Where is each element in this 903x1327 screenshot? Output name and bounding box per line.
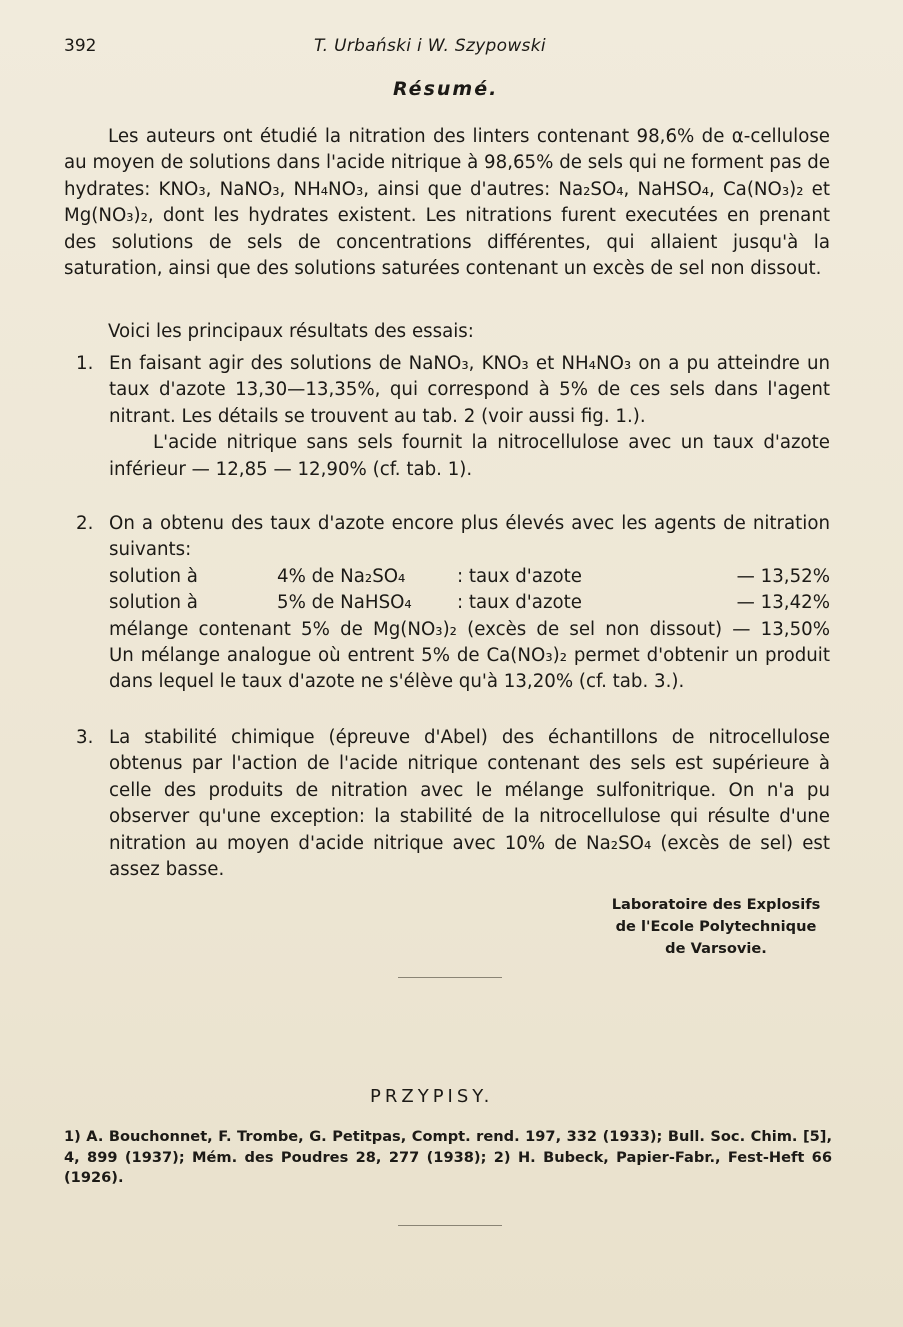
item-tail: Un mélange analogue où entrent 5% de Ca(NO₃)₂ permet d'obtenir un produit dans lequel le taux d'azote ne s'élève qu'à 13,20% (cf. tab. 3.). [109,645,830,693]
table-cell: — 13,52% [736,565,830,587]
item-number: 2. [76,513,94,534]
divider-rule [398,1225,502,1226]
table-cell: : taux d'azote [457,565,582,587]
page-number: 392 [64,36,97,56]
item-number: 3. [76,727,94,748]
item-body [109,351,830,483]
affiliation-line: de l'Ecole Polytechnique [615,918,817,935]
intro-paragraph [64,124,830,282]
item-lead: On a obtenu des taux d'azote encore plus élevés avec les agents de nitration suivants: [109,513,830,561]
divider-rule [398,977,502,978]
composition-table [109,564,830,617]
notes-title: PRZYPISY. [370,1086,494,1107]
table-cell: 4% de Na₂SO₄ [277,565,406,587]
intro-text: Les auteurs ont étudié la nitration des linters contenant 98,6% de α-cellulose au moyen de solutions dans l'acide nitrique à 98,65% de sels qui ne forment pas de hydrates: KNO₃, NaNO₃, NH₄NO₃, ainsi que d'autres: Na₂SO₄, NaHSO₄, Ca(NO₃)₂ et Mg(NO₃)₂, dont les hydrates existent. Les nitrations furent executées en prenant des solutions de sels de concentrations différentes, qui allaient jusqu'à la saturation, ainsi que des solutions saturées contenant un excès de sel non dissout. [64,126,830,280]
table-cell: solution à [109,592,198,614]
results-intro: Voici les principaux résultats des essais: [108,321,474,342]
table-cell: 5% de NaHSO₄ [277,592,412,614]
references: 1) A. Bouchonnet, F. Trombe, G. Petitpas, Compt. rend. 197, 332 (1933); Bull. Soc. Chim. [5], 4, 899 (1937); Mém. des Poudres 28, 277 (1938); 2) H. Bubeck, Papier-Fabr., Fest-Heft 66 (1926). [64,1128,832,1186]
item-paragraph: En faisant agir des solutions de NaNO₃, KNO₃ et NH₄NO₃ on a pu atteindre un taux d'azote 13,30—13,35%, qui correspond à 5% de ces sels dans l'agent nitrant. Les détails se trouvent au tab. 2 (voir aussi fig. 1.). [109,353,830,427]
resume-title: Résumé. [393,78,499,100]
running-header-authors: T. Urbański i W. Szypowski [314,36,546,56]
mixture-line: mélange contenant 5% de Mg(NO₃)₂ (excès de sel non dissout) — 13,50% [109,618,830,640]
table-cell: : taux d'azote [457,592,582,614]
item-body [109,511,830,696]
item-number: 1. [76,353,94,374]
table-row [109,564,830,590]
item-paragraph: La stabilité chimique (épreuve d'Abel) des échantillons de nitrocellulose obtenus par l'action de l'acide nitrique contenant des sels est supérieure à celle des produits de nitration avec le mélange sulfonitrique. On n'a pu observer qu'une exception: la stabilité de la nitrocellulose qui résulte d'une nitration au moyen d'acide nitrique avec 10% de Na₂SO₄ (excès de sel) est assez basse. [109,727,830,881]
item-paragraph: L'acide nitrique sans sels fournit la nitrocellulose avec un taux d'azote inférieur — 12,85 — 12,90% (cf. tab. 1). [109,432,830,480]
laboratory-affiliation [600,894,832,960]
table-row [109,590,830,616]
affiliation-line: de Varsovie. [665,940,767,957]
table-cell: solution à [109,565,198,587]
table-cell: — 13,42% [736,592,830,614]
affiliation-line: Laboratoire des Explosifs [611,896,821,913]
item-body [109,725,830,883]
